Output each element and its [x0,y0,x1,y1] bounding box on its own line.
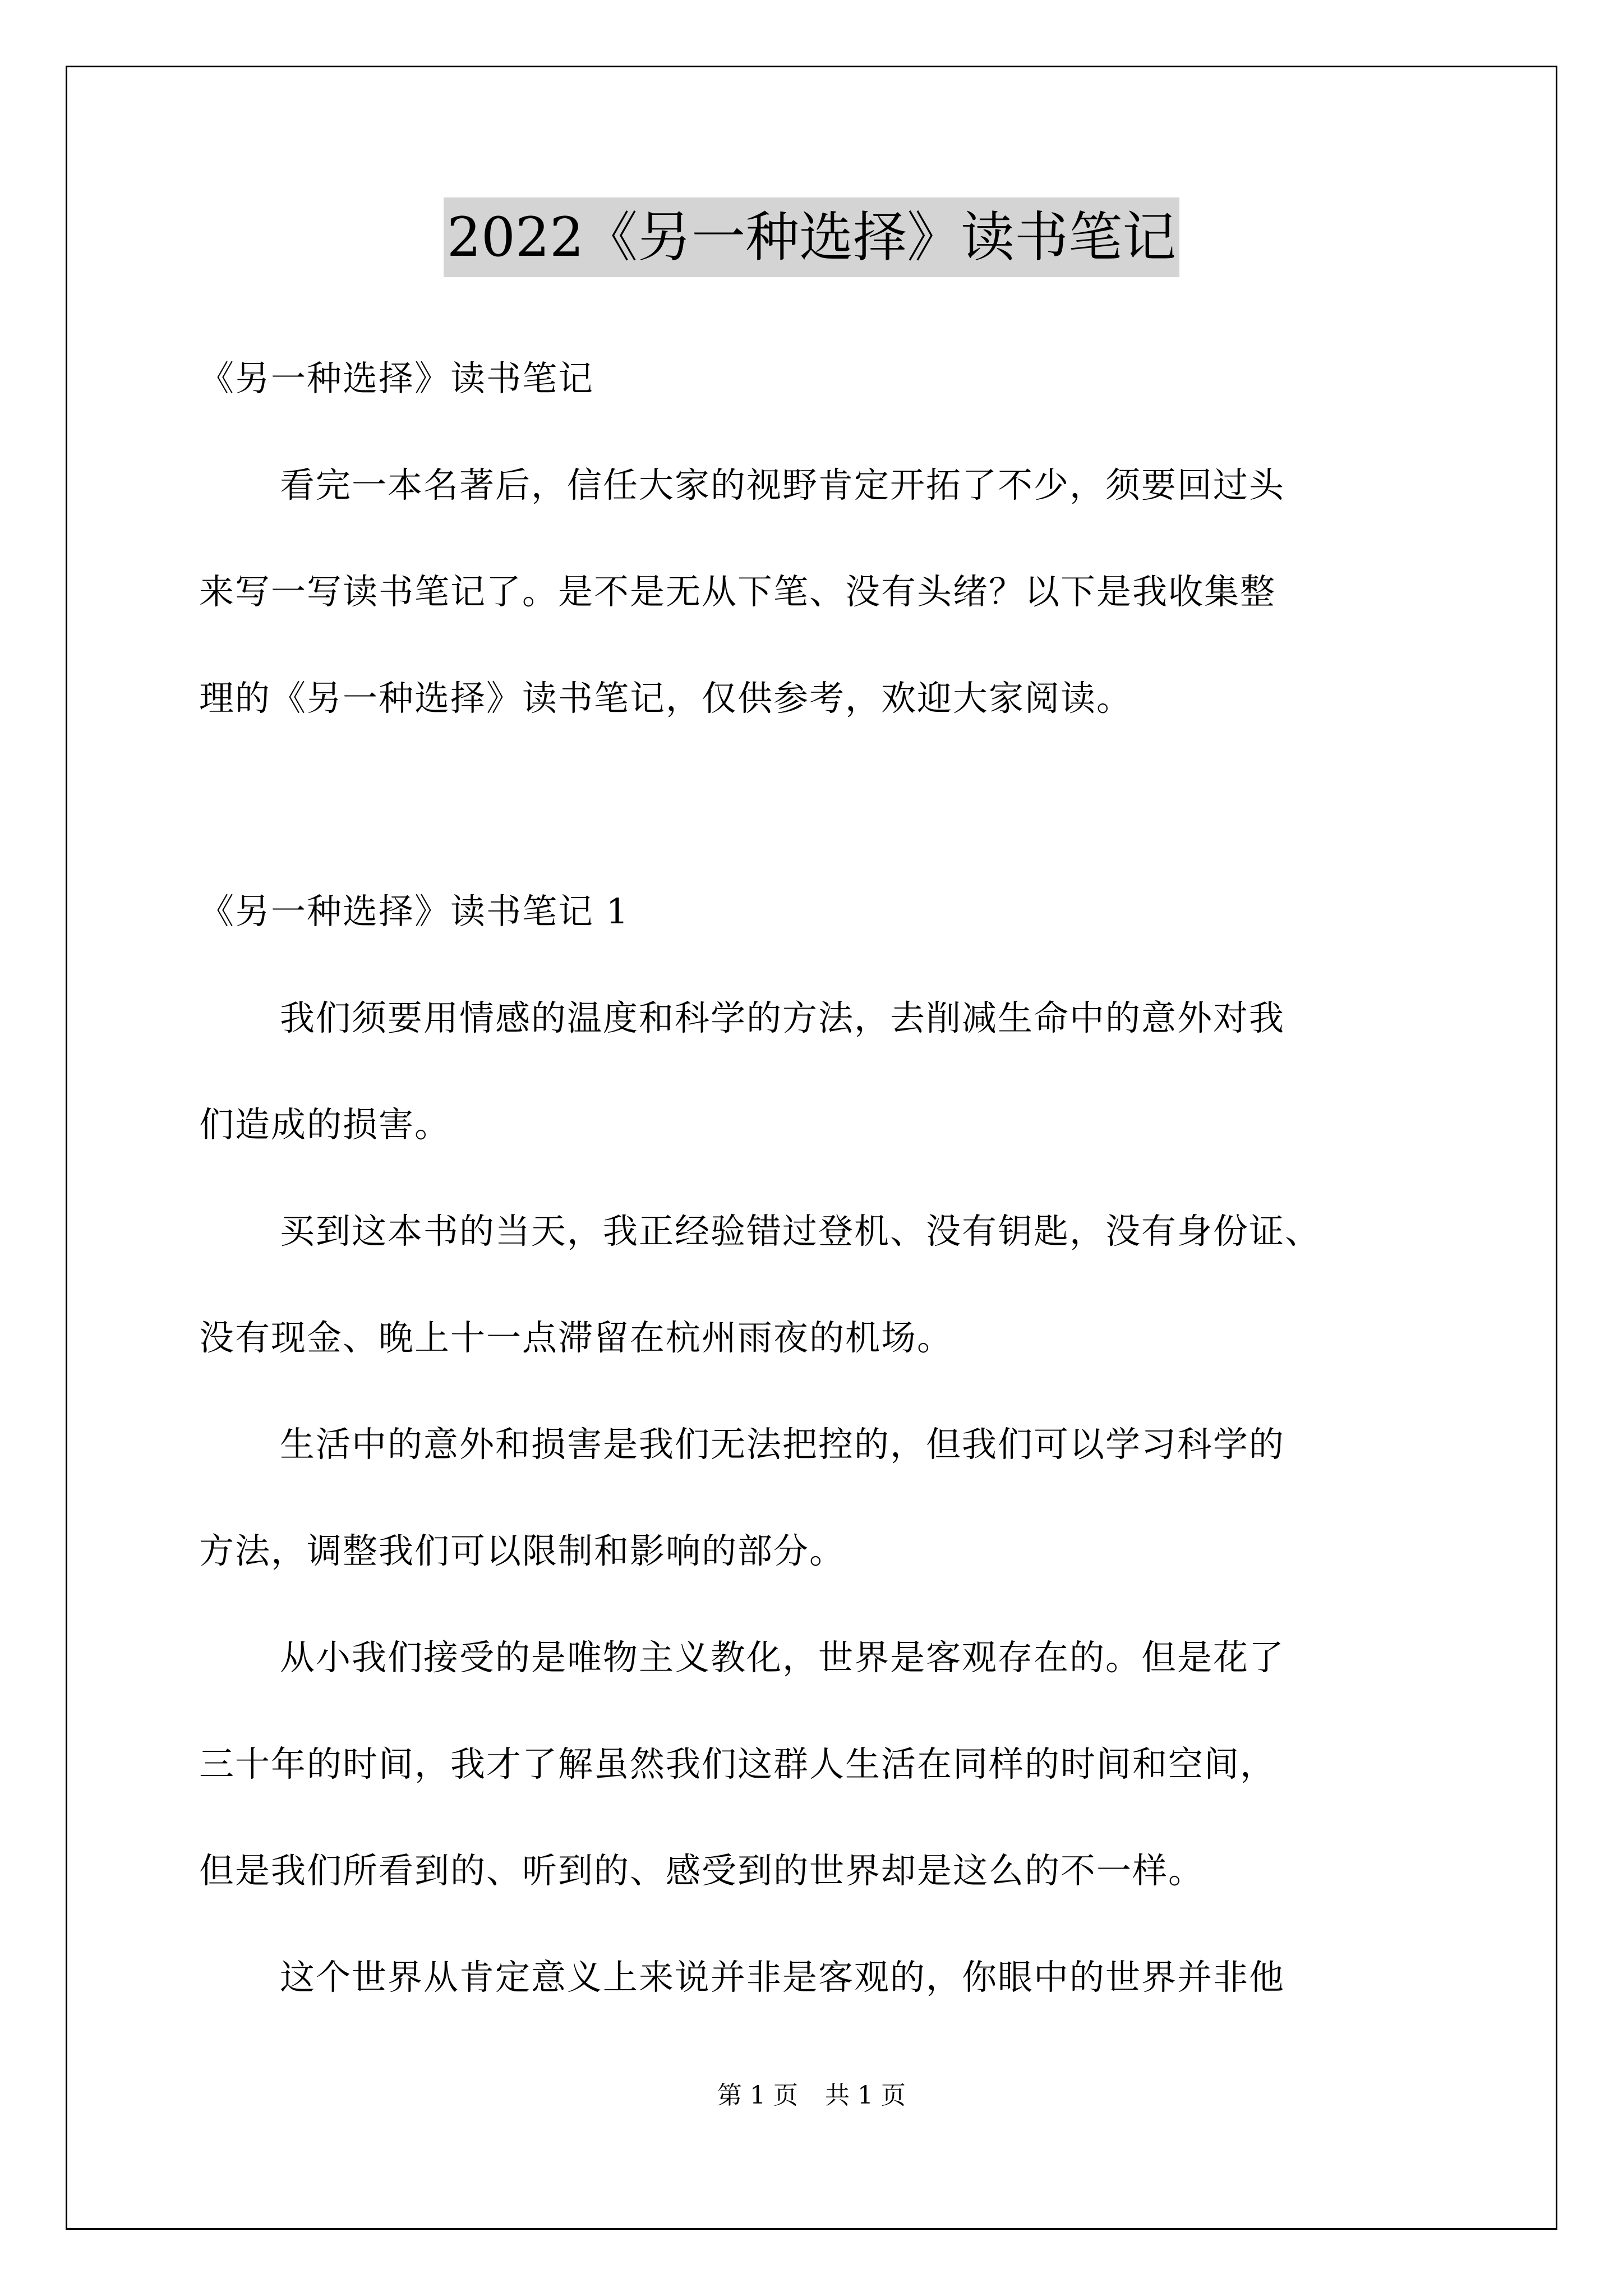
body-line: 们造成的损害。 [199,1104,451,1145]
body-line: 我们须要用情感的温度和科学的方法，去削减生命中的意外对我 [280,997,1285,1038]
document-title: 2022《另一种选择》读书笔记 [444,197,1179,277]
body-line: 从小我们接受的是唯物主义教化，世界是客观存在的。但是花了 [280,1637,1285,1678]
body-line: 生活中的意外和损害是我们无法把控的，但我们可以学习科学的 [280,1424,1285,1465]
body-line: 三十年的时间，我才了解虽然我们这群人生活在同样的时间和空间， [199,1743,1276,1784]
title-container [0,197,1623,277]
intro-line: 理的《另一种选择》读书笔记，仅供参考，欢迎大家阅读。 [199,678,1133,719]
body-line: 方法，调整我们可以限制和影响的部分。 [199,1530,846,1571]
intro-line: 来写一写读书笔记了。是不是无从下笔、没有头绪？以下是我收集整 [199,571,1276,612]
page-total: 共 1 页 [825,2081,906,2110]
body-line: 但是我们所看到的、听到的、感受到的世界却是这么的不一样。 [199,1850,1205,1891]
section-heading: 《另一种选择》读书笔记 1 [199,891,630,932]
body-line: 这个世界从肯定意义上来说并非是客观的，你眼中的世界并非他 [280,1957,1285,1998]
body-line: 买到这本书的当天，我正经验错过登机、没有钥匙，没有身份证、 [280,1211,1321,1251]
page-footer [0,2079,1623,2113]
body-line: 没有现金、晚上十一点滞留在杭州雨夜的机场。 [199,1317,953,1358]
intro-line: 看完一本名著后，信任大家的视野肯定开拓了不少，须要回过头 [280,464,1285,505]
document-subtitle: 《另一种选择》读书笔记 [199,358,594,399]
page-number: 第 1 页 [717,2081,798,2110]
